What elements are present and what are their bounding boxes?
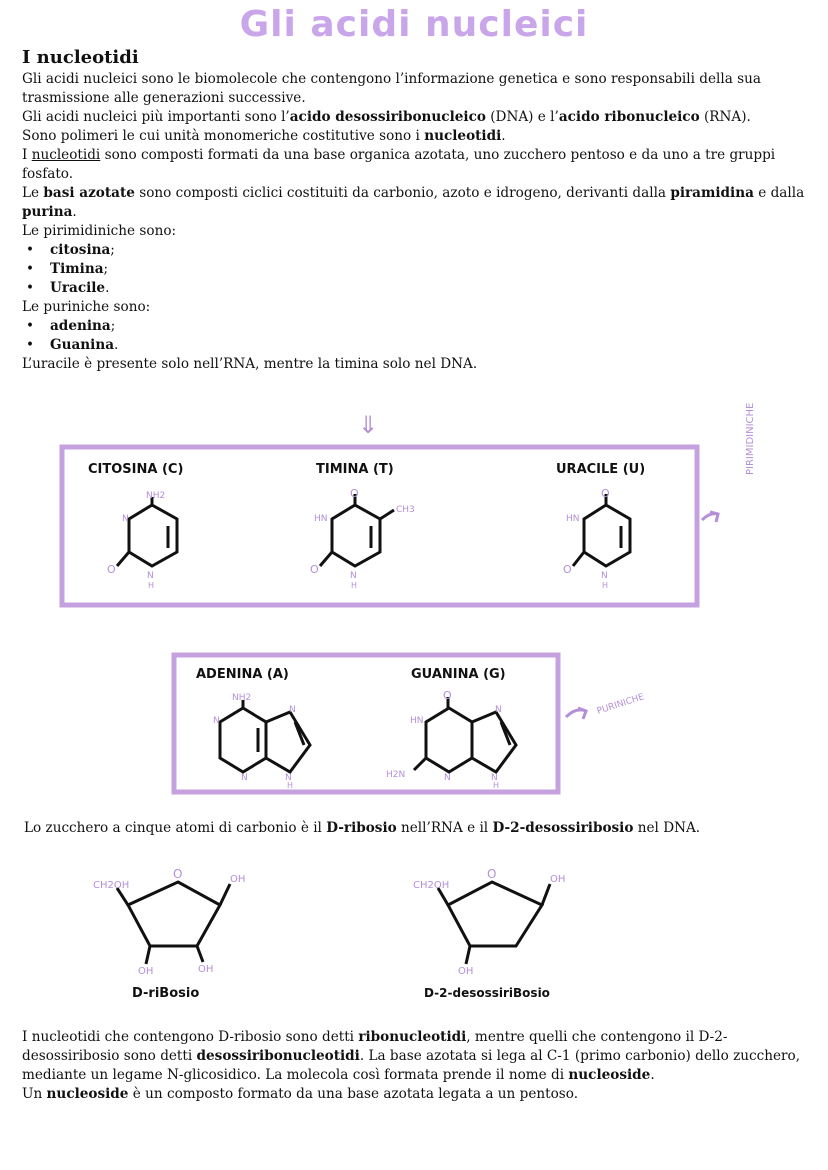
atom-label: OH bbox=[198, 964, 214, 975]
atom-label: O bbox=[350, 487, 359, 500]
atom-label: O bbox=[310, 563, 319, 576]
atom-label: H bbox=[351, 581, 358, 590]
closing-paragraph: I nucleotidi che contengono D-ribosio sono detti ribonucleotidi, mentre quelli che contengono il D-2-desossiribosio sono detti desossiribonucleotidi. La base azotata si lega al C-1 (primo carbonio) dello zucchero, mediante un legame N-glicosidico. La molecola così formata prende il nome di nucleoside. bbox=[22, 1029, 801, 1083]
atom-label: CH2OH bbox=[93, 880, 130, 891]
adenine-structure bbox=[220, 700, 310, 772]
pyrimidines-arrow-icon bbox=[702, 512, 718, 522]
paragraph-6: L’uracile è presente solo nell’RNA, mentre la timina solo nel DNA. bbox=[22, 356, 478, 372]
list-item: • Guanina. bbox=[22, 336, 807, 355]
nucleoside-definition: Un nucleoside è un composto formato da una base azotata legata a un pentoso. bbox=[22, 1086, 579, 1102]
uracil-label: URACILE (U) bbox=[556, 462, 646, 477]
list-item: • adenina; bbox=[22, 317, 807, 336]
list-item: • Timina; bbox=[22, 260, 807, 279]
paragraph-2: Gli acidi nucleici più importanti sono l’acido desossiribonucleico (DNA) e l’acido ribonucleico (RNA). bbox=[22, 109, 751, 125]
deoxyribose-structure bbox=[438, 882, 550, 964]
atom-label: O bbox=[487, 867, 497, 881]
thymine-structure bbox=[320, 494, 394, 566]
atom-label: H bbox=[493, 781, 500, 790]
atom-label: OH bbox=[550, 874, 566, 885]
atom-label: N bbox=[289, 705, 296, 715]
paragraph-3: Sono polimeri le cui unità monomeriche costitutive sono i nucleotidi. bbox=[22, 128, 506, 144]
thymine-label: TIMINA (T) bbox=[316, 462, 394, 477]
purines-side-label: PURINICHE bbox=[595, 692, 646, 717]
atom-label: NH2 bbox=[232, 693, 252, 703]
atom-label: N bbox=[601, 571, 608, 581]
cytosine-structure bbox=[117, 497, 177, 566]
ribose-structure bbox=[117, 882, 230, 964]
pyrimidine-label: Le pirimidiniche sono: bbox=[22, 223, 177, 239]
atom-label: N bbox=[241, 773, 248, 783]
atom-label: OH bbox=[138, 966, 154, 977]
atom-label: N bbox=[491, 773, 498, 783]
purine-label: Le puriniche sono: bbox=[22, 299, 151, 315]
atom-label: O bbox=[173, 867, 183, 881]
atom-label: HN bbox=[566, 514, 580, 524]
pyrimidines-side-label: PIRIMIDINICHE bbox=[745, 402, 756, 475]
adenine-label: ADENINA (A) bbox=[196, 667, 289, 682]
atom-label: N bbox=[495, 705, 502, 715]
atom-label: O bbox=[443, 689, 452, 702]
atom-label: CH2OH bbox=[413, 880, 450, 891]
closing-section bbox=[22, 1028, 812, 1104]
atom-label: N bbox=[213, 716, 220, 726]
paragraph-4: I nucleotidi sono composti formati da una base organica azotata, uno zucchero pentoso e da uno a tre gruppi fosfato. bbox=[22, 147, 776, 182]
atom-label: OH bbox=[458, 966, 474, 977]
atom-label: O bbox=[107, 563, 116, 576]
section-heading: I nucleotidi bbox=[22, 47, 139, 68]
guanine-label: GUANINA (G) bbox=[411, 667, 506, 682]
cytosine-label: CITOSINA (C) bbox=[88, 462, 184, 477]
uracil-structure bbox=[573, 494, 630, 566]
atom-label: H bbox=[287, 781, 294, 790]
atom-label: N bbox=[444, 773, 451, 783]
paragraph-1: Gli acidi nucleici sono le biomolecole che contengono l’informazione genetica e sono responsabili della sua trasmissione alle generazioni successive. bbox=[22, 71, 761, 106]
atom-label: H2N bbox=[386, 770, 406, 780]
list-item: • citosina; bbox=[22, 241, 807, 260]
atom-label: N bbox=[147, 571, 154, 581]
atom-label: HN bbox=[410, 716, 424, 726]
atom-label: O bbox=[601, 487, 610, 500]
atom-label: N bbox=[122, 514, 129, 524]
purines-arrow-icon bbox=[566, 708, 586, 719]
ribose-label: D-riBosio bbox=[132, 986, 200, 1001]
page-title: Gli acidi nucleici bbox=[239, 4, 589, 45]
atom-label: N bbox=[285, 773, 292, 783]
paragraph-5: Le basi azotate sono composti ciclici costituiti da carbonio, azoto e idrogeno, derivanti dalla piramidina e dalla purina. bbox=[22, 185, 805, 220]
atom-label: O bbox=[563, 563, 572, 576]
deoxyribose-label: D-2-desossiriBosio bbox=[424, 986, 550, 1000]
atom-label: H bbox=[602, 581, 609, 590]
down-arrow-icon: ⇓ bbox=[357, 411, 379, 439]
atom-label: N bbox=[350, 571, 357, 581]
sugar-paragraph: Lo zucchero a cinque atomi di carbonio è il D-ribosio nell’RNA e il D-2-desossiribosio nel DNA. bbox=[24, 820, 701, 836]
atom-label: HN bbox=[314, 514, 328, 524]
atom-label: H bbox=[148, 581, 155, 590]
atom-label: OH bbox=[230, 874, 246, 885]
atom-label: CH3 bbox=[396, 505, 415, 515]
atom-label: NH2 bbox=[146, 491, 166, 501]
list-item: • Uracile. bbox=[22, 279, 807, 298]
